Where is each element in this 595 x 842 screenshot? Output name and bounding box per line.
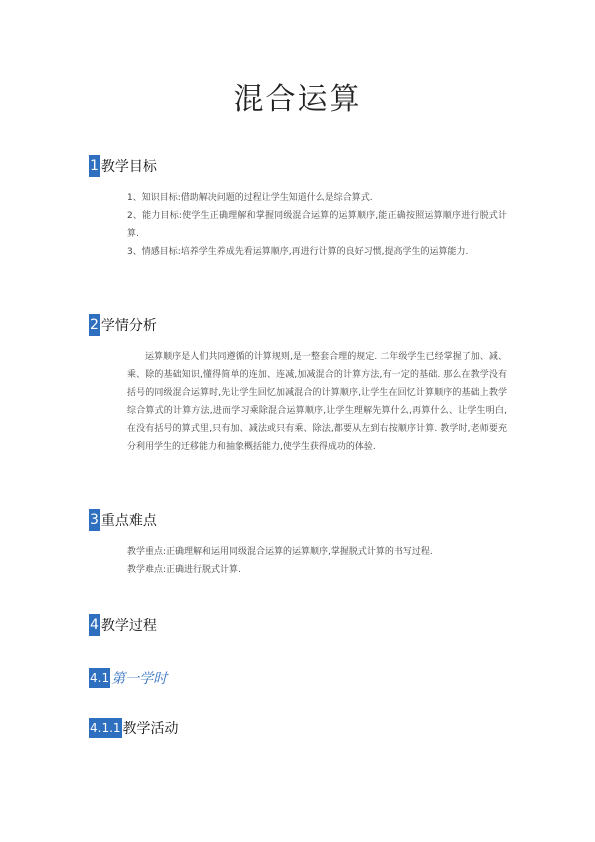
section-number: 4 (89, 614, 100, 636)
section-heading-teaching-process (89, 614, 157, 636)
section-number: 1 (89, 155, 100, 177)
subsection-title: 第一学时 (111, 671, 168, 687)
section-number: 2 (89, 314, 100, 336)
subsection-heading-first-lesson (89, 667, 167, 689)
difficulty-item: 教学难点:正确进行脱式计算. (127, 565, 241, 575)
section-title: 重点难点 (100, 513, 157, 529)
section-heading-learner-analysis (89, 314, 157, 336)
goal-item-emotion: 3、情感目标:培养学生养成先看运算顺序,再进行计算的良好习惯,提高学生的运算能力. (127, 247, 469, 257)
goal-item-ability: 2、能力目标:使学生正确理解和掌握同级混合运算的运算顺序,能正确按照运算顺序进行脱式计算. (127, 211, 507, 239)
subsubsection-number: 4.1.1 (89, 718, 122, 738)
key-points-list (127, 543, 507, 579)
key-point-item: 教学重点:正确理解和运用同级混合运算的运算顺序,掌握脱式计算的书写过程. (127, 547, 433, 557)
goal-item-knowledge: 1、知识目标:借助解决问题的过程让学生知道什么是综合算式. (127, 193, 373, 203)
learner-analysis-paragraph: 运算顺序是人们共同遵循的计算规则,是一整套合理的规定. 二年级学生已经掌握了加、减、乘、除的基础知识,懂得简单的连加、连减,加减混合的计算方法,有一定的基础. 那么在教学没有括号的同级混合运算时,先让学生回忆加减混合的计算顺序,让学生在回忆计算顺序的基础上教学综合算式的计算方法,进而学习乘除混合运算顺序,让学生理解先算什么,再算什么、让学生明白,在没有括号的算式里,只有加、减法或只有乘、除法,都要从左到右按顺序计算. 教学时,老师要充分利用学生的迁移能力和抽象概括能力,使学生获得成功的体验. (127, 352, 507, 452)
section-title: 教学目标 (100, 159, 157, 175)
page-title: 混合运算 (233, 82, 362, 117)
subsection-number: 4.1 (89, 668, 110, 688)
section-title: 教学过程 (100, 618, 157, 634)
section-heading-key-points (89, 509, 157, 531)
section-number: 3 (89, 509, 100, 531)
section-title: 学情分析 (100, 318, 157, 334)
subsubsection-title: 教学活动 (122, 721, 179, 737)
section-heading-teaching-goals (89, 155, 157, 177)
subsubsection-heading-activities (89, 717, 179, 739)
teaching-goals-list (127, 189, 507, 261)
